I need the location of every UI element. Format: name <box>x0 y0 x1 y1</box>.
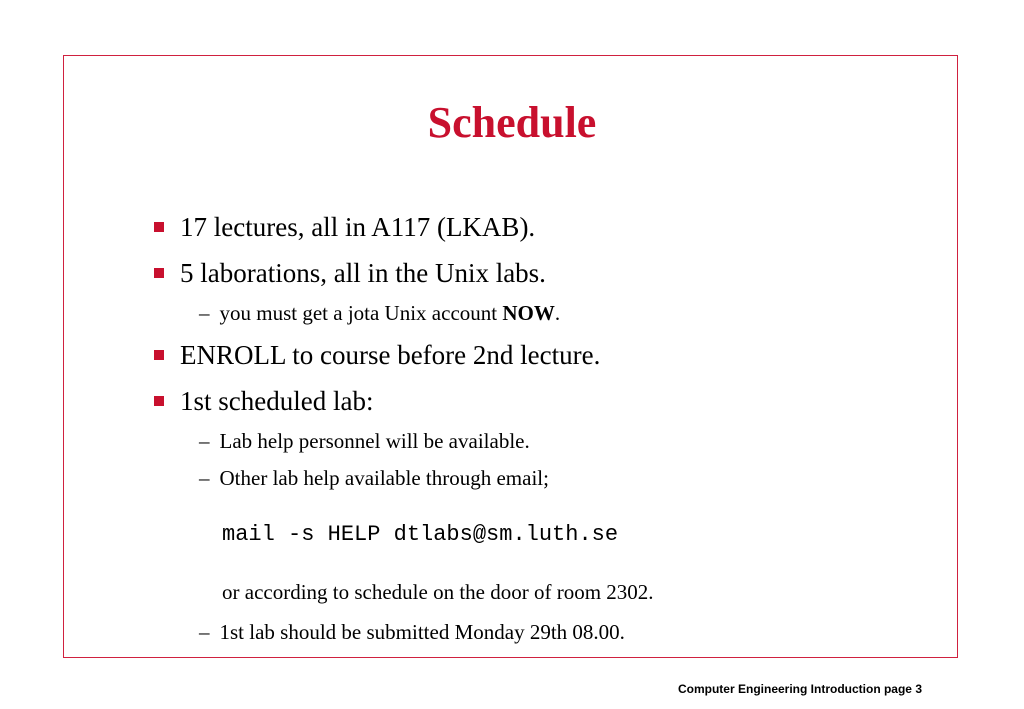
bullet-text: 17 lectures, all in A117 (LKAB). <box>180 212 536 242</box>
bullet-text: 1st scheduled lab: <box>180 386 374 416</box>
sub-item-unix-account <box>199 300 560 326</box>
page-footer: Computer Engineering Introduction page 3 <box>677 682 922 696</box>
sub-item-first-lab-submission <box>199 619 625 645</box>
sub-item-text: Lab help personnel will be available. <box>219 429 530 453</box>
dash-bullet: – <box>199 620 210 644</box>
square-bullet-icon <box>154 350 164 360</box>
bullet-text: ENROLL to course before 2nd lecture. <box>180 340 601 370</box>
slide-title: Schedule <box>427 98 597 147</box>
dash-bullet: – <box>199 429 210 453</box>
dash-bullet: – <box>199 301 210 325</box>
mail-command: mail -s HELP dtlabs@sm.luth.se <box>222 522 619 547</box>
dash-bullet: – <box>199 466 210 490</box>
sub-item-lab-help-personnel <box>199 428 530 454</box>
emphasis-now: NOW <box>502 301 555 325</box>
square-bullet-icon <box>154 396 164 406</box>
sub-item-text: you must get a jota Unix account <box>219 301 503 325</box>
sub-item-other-lab-help <box>199 465 549 491</box>
square-bullet-icon <box>154 222 164 232</box>
schedule-note: or according to schedule on the door of room 2302. <box>222 580 654 604</box>
bullet-item-first-lab <box>154 385 373 417</box>
bullet-item-laborations <box>154 257 546 289</box>
sub-item-text: 1st lab should be submitted Monday 29th 08.00. <box>219 620 625 644</box>
sub-item-text: Other lab help available through email; <box>219 466 549 490</box>
bullet-item-lectures <box>154 211 535 243</box>
bullet-item-enroll <box>154 339 600 371</box>
sub-item-suffix: . <box>554 301 561 325</box>
square-bullet-icon <box>154 268 164 278</box>
bullet-text: 5 laborations, all in the Unix labs. <box>180 258 546 288</box>
